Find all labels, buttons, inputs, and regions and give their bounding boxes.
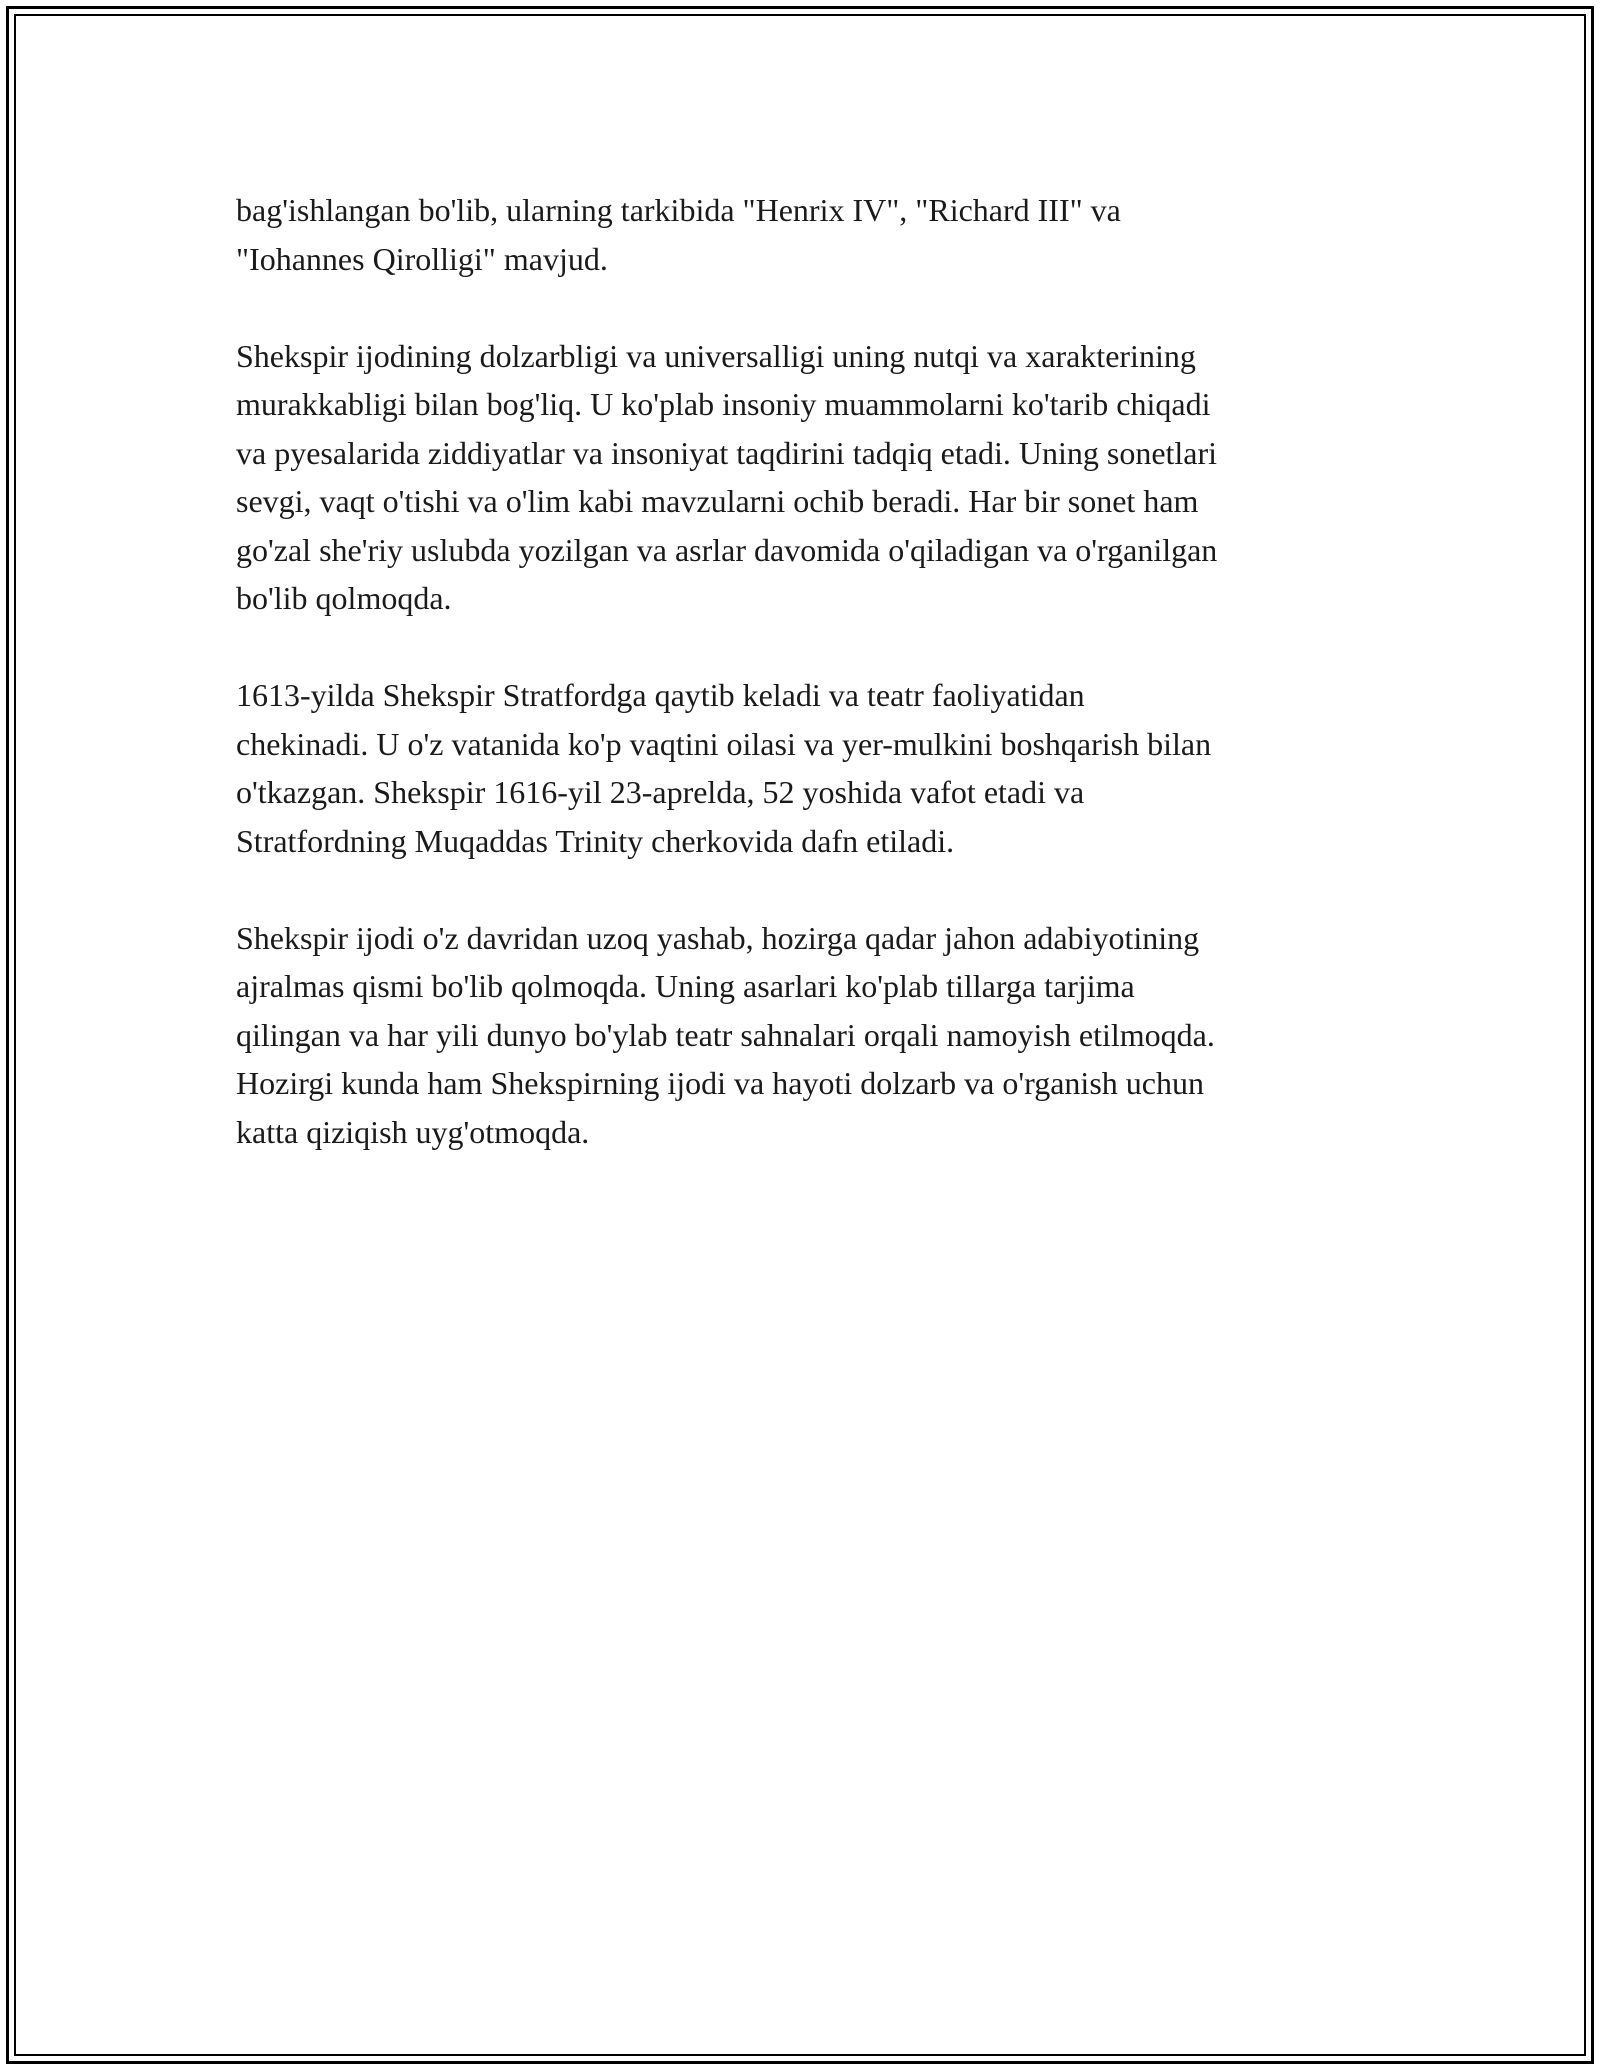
text-line: Shekspir ijodining dolzarbligi va universalligi uning nutqi va xarakterining xyxy=(236,337,1196,374)
text-line: murakkabligi bilan bog'liq. U ko'plab insoniy muammolarni ko'tarib chiqadi xyxy=(236,386,1211,422)
text-line: Stratfordning Muqaddas Trinity cherkovida dafn etiladi. xyxy=(236,822,955,859)
text-line: sevgi, vaqt o'tishi va o'lim kabi mavzularni ochib beradi. Har bir sonet ham xyxy=(236,483,1199,519)
text-line: "Iohannes Qirolligi" mavjud. xyxy=(236,240,608,277)
text-line: Shekspir ijodi o'z davridan uzoq yashab, hozirga qadar jahon adabiyotining xyxy=(236,919,1200,956)
document-body xyxy=(236,186,1376,1205)
text-line: va pyesalarida ziddiyatlar va insoniyat taqdirini tadqiq etadi. Uning sonetlari xyxy=(236,434,1218,471)
text-line: ajralmas qismi bo'lib qolmoqda. Uning asarlari ko'plab tillarga tarjima xyxy=(236,968,1135,1004)
paragraph xyxy=(236,332,1376,623)
text-line: Hozirgi kunda ham Shekspirning ijodi va hayoti dolzarb va o'rganish uchun xyxy=(236,1065,1204,1101)
paragraph xyxy=(236,914,1376,1157)
text-line: qilingan va har yili dunyo bo'ylab teatr sahnalari orqali namoyish etilmoqda. xyxy=(236,1016,1215,1053)
paragraph xyxy=(236,186,1376,283)
paragraph xyxy=(236,671,1376,865)
text-line: bo'lib qolmoqda. xyxy=(236,580,452,616)
text-line: chekinadi. U o'z vatanida ko'p vaqtini oilasi va yer-mulkini boshqarish bilan xyxy=(236,725,1212,762)
text-line: 1613-yilda Shekspir Stratfordga qaytib keladi va teatr faoliyatidan xyxy=(236,677,1085,713)
text-line: o'tkazgan. Shekspir 1616-yil 23-aprelda, 52 yoshida vafot etadi va xyxy=(236,774,1085,810)
text-line: katta qiziqish uyg'otmoqda. xyxy=(236,1113,590,1150)
text-line: bag'ishlangan bo'lib, ularning tarkibida "Henrix IV", "Richard III" va xyxy=(236,192,1121,228)
text-line: go'zal she'riy uslubda yozilgan va asrlar davomida o'qiladigan va o'rganilgan xyxy=(236,531,1218,568)
